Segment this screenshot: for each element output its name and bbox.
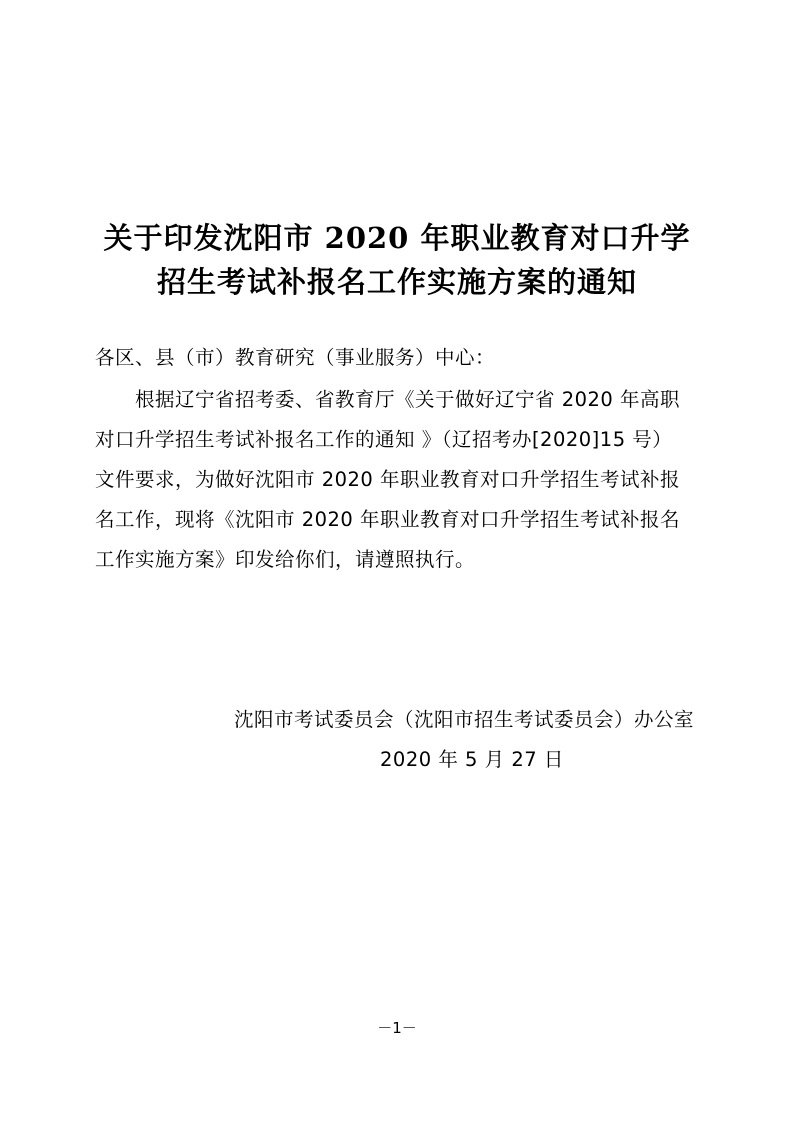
body-paragraph bbox=[95, 380, 715, 580]
body-line: 名工作，现将《沈阳市 2020 年职业教育对口升学招生考试补报名 bbox=[95, 508, 681, 531]
body-line: 工作实施方案》印发给你们，请遵照执行。 bbox=[95, 548, 476, 571]
issue-date: 2020 年 5 月 27 日 bbox=[380, 748, 564, 771]
page-number: －1－ bbox=[377, 1019, 417, 1037]
document-title-line-1: 关于印发沈阳市 2020 年职业教育对口升学 bbox=[103, 221, 691, 255]
salutation: 各区、县（市）教育研究（事业服务）中心： bbox=[95, 346, 496, 369]
body-line: 根据辽宁省招考委、省教育厅《关于做好辽宁省 2020 年高职 bbox=[135, 388, 681, 411]
body-line: 文件要求，为做好沈阳市 2020 年职业教育对口升学招生考试补报 bbox=[95, 468, 681, 491]
document-title-line-2: 招生考试补报名工作实施方案的通知 bbox=[156, 265, 637, 299]
issuer-signature: 沈阳市考试委员会（沈阳市招生考试委员会）办公室 bbox=[233, 708, 694, 731]
body-line: 对口升学招生考试补报名工作的通知 》（辽招考办[2020]15 号） bbox=[95, 428, 673, 451]
